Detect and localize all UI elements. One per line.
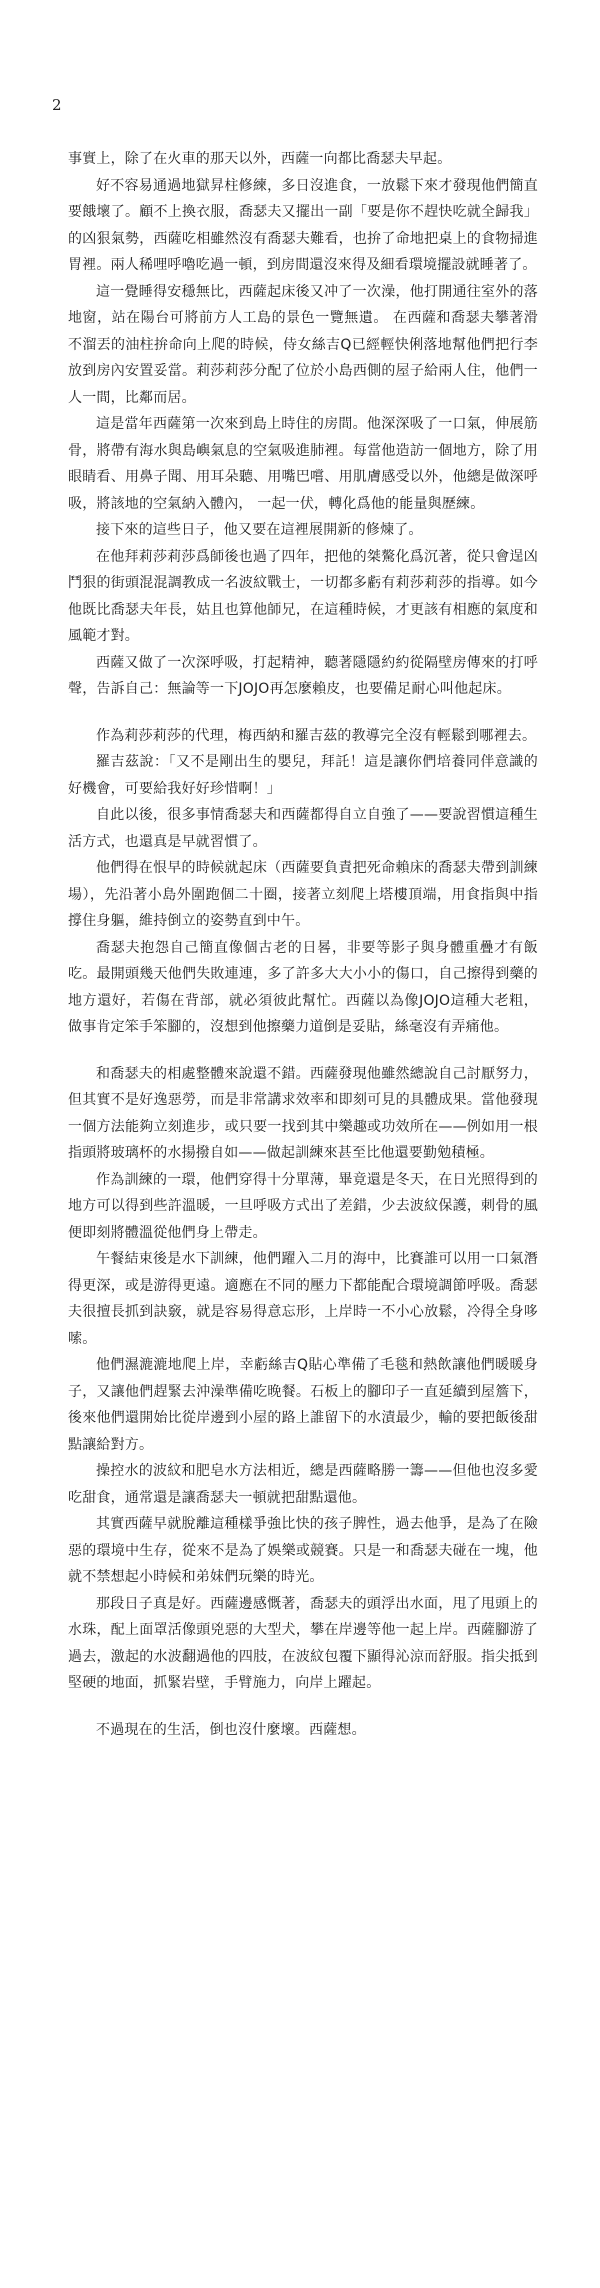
paragraph: 其實西薩早就脫離這種樣爭強比快的孩子脾性，過去他爭，是為了在險惡的環境中生存，從來不是為了娛樂或競賽。只是一和喬瑟夫碰在一塊，他就不禁想起小時候和弟妹們玩樂的時光。 xyxy=(68,1516,538,1585)
paragraph: 不過現在的生活，倒也沒什麼壞。西薩想。 xyxy=(96,1721,366,1738)
page-number: 2 xyxy=(52,96,62,114)
paragraph: 和喬瑟夫的相處整體來說還不錯。西薩發現他雖然總說自己討厭努力，但其實不是好逸惡勞，而是非常講求效率和即刻可見的具體成果。當他發現一個方法能夠立刻進步，或只要一找到其中樂趣或功效所在——例如用一根指頭將玻璃杯的水揚撥自如——做起訓練來甚至比他還要勤勉積極。 xyxy=(68,1065,538,1161)
paragraph: 好不容易通過地獄昇柱修練，多日沒進食，一放鬆下來才發現他們簡直要餓壞了。顧不上換衣服，喬瑟夫又擺出一副「要是你不趕快吃就全歸我」的凶狠氣勢，西薩吃相雖然沒有喬瑟夫難看，也拚了命地把桌上的食物掃進胃裡。兩人稀哩呼嚕吃過一頓，到房間還沒來得及細看環境擺設就睡著了。 xyxy=(68,177,538,273)
paragraph: 在他拜莉莎莉莎爲師後也過了四年，把他的桀驁化爲沉著，從只會逞凶鬥狠的街頭混混調教成一名波紋戰士，一切都多虧有莉莎莉莎的指導。如今他既比喬瑟夫年長，姑且也算他師兄，在這種時候，才更該有相應的氣度和風範才對。 xyxy=(68,548,538,644)
section-gap xyxy=(68,703,538,723)
paragraph: 接下來的這些日子，他又要在這裡展開新的修煉了。 xyxy=(96,522,423,538)
document-body xyxy=(68,146,538,1743)
paragraph: 喬瑟夫抱怨自己簡直像個古老的日晷，非要等影子與身體重疊才有飯吃。最開頭幾天他們失敗連連，多了許多大大小小的傷口，自己擦得到藥的地方還好，若傷在背部，就必須彼此幫忙。西薩以為像JOJO這種大老粗，做事肯定笨手笨腳的，沒想到他擦藥力道倒是妥貼，絲毫沒有弄痛他。 xyxy=(68,939,538,1035)
section-gap xyxy=(68,1697,538,1717)
paragraph: 這一覺睡得安穩無比，西薩起床後又冲了一次澡，他打開通往室外的落地窗，站在陽台可將前方人工島的景色一覽無遺。 在西薩和喬瑟夫攀著滑不溜丟的油柱拚命向上爬的時候，侍女絲吉Q已經輕快俐落地幫他們把行李放到房內安置妥當。莉莎莉莎分配了位於小島西側的屋子給兩人住，他們一人一間，比鄰而居。 xyxy=(68,283,538,406)
paragraph: 自此以後，很多事情喬瑟夫和西薩都得自立自強了——要說習慣這種生活方式，也還真是早就習慣了。 xyxy=(68,807,538,850)
section-gap xyxy=(68,1041,538,1061)
paragraph: 午餐結束後是水下訓練，他們躍入二月的海中，比賽誰可以用一口氣潛得更深，或是游得更遠。適應在不同的壓力下都能配合環境調節呼吸。喬瑟夫很擅長抓到訣竅，就是容易得意忘形，上岸時一不小心放鬆，冷得全身哆嗦。 xyxy=(68,1251,538,1347)
paragraph: 事實上，除了在火車的那天以外，西薩一向都比喬瑟夫早起。 xyxy=(68,151,452,167)
paragraph: 這是當年西薩第一次來到島上時住的房間。他深深吸了一口氣，伸展筋骨，將帶有海水與島嶼氣息的空氣吸進肺裡。每當他造訪一個地方，除了用眼睛看、用鼻子聞、用耳朵聽、用嘴巴嚐、用肌膚感受以外，他總是做深呼吸，將該地的空氣納入體內， 一起一伏，轉化爲他的能量與歷練。 xyxy=(68,416,538,512)
paragraph: 他們得在恨早的時候就起床（西薩要負責把死命賴床的喬瑟夫帶到訓練場），先沿著小島外圍跑個二十圈，接著立刻爬上塔樓頂端，用食指與中指撐住身軀，維持倒立的姿勢直到中午。 xyxy=(68,860,538,929)
paragraph: 那段日子真是好。西薩邊感慨著，喬瑟夫的頭浮出水面，甩了甩頭上的水珠，配上面罩活像頭兇惡的大型犬，攀在岸邊等他一起上岸。西薩腳游了過去，激起的水波翻過他的四肢，在波紋包覆下顯得沁涼而舒服。指尖抵到堅硬的地面，抓緊岩壁，手臂施力，向岸上躍起。 xyxy=(68,1595,538,1691)
paragraph: 羅吉茲說：「又不是剛出生的嬰兒，拜託！這是讓你們培養同伴意識的好機會，可要給我好好珍惜啊！」 xyxy=(68,754,538,797)
paragraph: 操控水的波紋和肥皂水方法相近，總是西薩略勝一籌——但他也沒多愛吃甜食，通常還是讓喬瑟夫一頓就把甜點還他。 xyxy=(68,1463,538,1506)
paragraph: 他們濕漉漉地爬上岸，幸虧絲吉Q貼心準備了毛毯和熱飲讓他們暖暖身子，又讓他們趕緊去沖澡準備吃晚餐。石板上的腳印子一直延續到屋簷下，後來他們還開始比從岸邊到小屋的路上誰留下的水漬最少，輸的要把飯後甜點讓給對方。 xyxy=(68,1357,538,1453)
paragraph: 作為訓練的一環，他們穿得十分單薄，畢竟還是冬天，在日光照得到的地方可以得到些許溫暖，一旦呼吸方式出了差錯，少去波紋保護，刺骨的風便即刻將體溫從他們身上帶走。 xyxy=(68,1171,538,1241)
paragraph: 西薩又做了一次深呼吸，打起精神，聽著隱隱約約從隔壁房傳來的打呼聲，告訴自己：無論等一下JOJO再怎麼賴皮，也要備足耐心叫他起床。 xyxy=(68,654,538,697)
paragraph: 作為莉莎莉莎的代理，梅西納和羅吉茲的教導完全沒有輕鬆到哪裡去。 xyxy=(96,727,537,744)
